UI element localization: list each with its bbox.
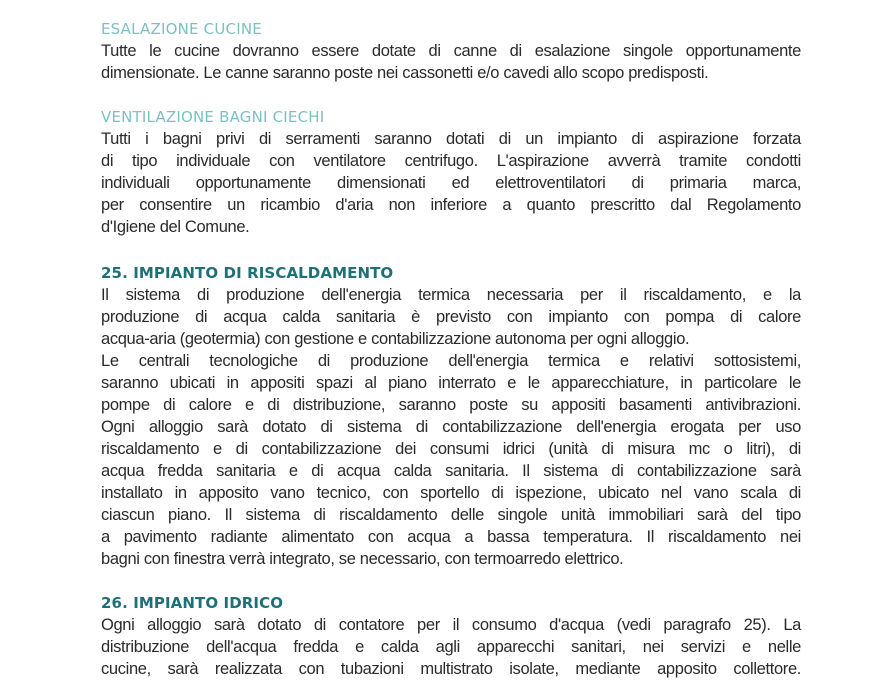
paragraph-line: produzione di acqua calda sanitaria è previsto con impianto con pompa di calore bbox=[101, 308, 801, 326]
paragraph-line: saranno ubicati in appositi spazi al piano interrato e le apparecchiature, in particolare le bbox=[101, 374, 801, 392]
paragraph-line: d'Igiene del Comune. bbox=[101, 218, 250, 236]
paragraph-line: per consentire un ricambio d'aria non inferiore a quanto prescritto dal Regolamento bbox=[101, 196, 801, 214]
section-esalazione-cucine bbox=[101, 18, 801, 84]
paragraph-line: Tutte le cucine dovranno essere dotate di canne di esalazione singole opportunamente bbox=[101, 42, 801, 60]
section-heading: 25. IMPIANTO DI RISCALDAMENTO bbox=[101, 264, 394, 282]
paragraph-line: Tutti i bagni privi di serramenti saranno dotati di un impianto di aspirazione forzata bbox=[101, 130, 801, 148]
paragraph-line: distribuzione dell'acqua fredda e calda agli apparecchi sanitari, nei servizi e nelle bbox=[101, 638, 801, 656]
paragraph-line: bagni con finestra verrà integrato, se necessario, con termoarredo elettrico. bbox=[101, 550, 624, 568]
paragraph-line: Ogni alloggio sarà dotato di sistema di contabilizzazione dell'energia erogata per uso bbox=[101, 418, 801, 436]
spacer bbox=[101, 84, 801, 106]
paragraph-line: di tipo individuale con ventilatore centrifugo. L'aspirazione avverrà tramite condotti bbox=[101, 152, 801, 170]
paragraph-line: acqua-aria (geotermia) con gestione e contabilizzazione autonoma per ogni alloggio. bbox=[101, 330, 690, 348]
spacer bbox=[101, 238, 801, 262]
spacer bbox=[101, 570, 801, 592]
paragraph-line: Ogni alloggio sarà dotato di contatore per il consumo d'acqua (vedi paragrafo 25). La bbox=[101, 616, 801, 634]
section-heading: ESALAZIONE CUCINE bbox=[101, 20, 262, 38]
paragraph-line: individuali opportunamente dimensionati ed elettroventilatori di primaria marca, bbox=[101, 174, 801, 192]
section-ventilazione-bagni-ciechi bbox=[101, 106, 801, 238]
paragraph-line: ciascun piano. Il sistema di riscaldamento delle singole unità immobiliari sarà del tipo bbox=[101, 506, 801, 524]
paragraph-line: a pavimento radiante alimentato con acqua a bassa temperatura. Il riscaldamento nei bbox=[101, 528, 801, 546]
paragraph-line: riscaldamento e di contabilizzazione dei consumi idrici (unità di misura mc o litri), di bbox=[101, 440, 801, 458]
paragraph-line: Il sistema di produzione dell'energia termica necessaria per il riscaldamento, e la bbox=[101, 286, 801, 304]
section-heading: 26. IMPIANTO IDRICO bbox=[101, 594, 284, 612]
document-page bbox=[101, 18, 801, 678]
paragraph-line: pompe di calore e di distribuzione, saranno poste su appositi basamenti antivibrazioni. bbox=[101, 396, 801, 414]
paragraph-line-cut-off: cucine, sarà realizzata con tubazioni multistrato isolate, mediante apposito collettore. bbox=[101, 660, 801, 678]
section-impianto-riscaldamento bbox=[101, 262, 801, 570]
section-heading: VENTILAZIONE BAGNI CIECHI bbox=[101, 108, 325, 126]
section-impianto-idrico bbox=[101, 592, 801, 678]
paragraph-line: Le centrali tecnologiche di produzione dell'energia termica e relativi sottosistemi, bbox=[101, 352, 801, 370]
paragraph-line: acqua fredda sanitaria e di acqua calda sanitaria. Il sistema di contabilizzazione sarà bbox=[101, 462, 801, 480]
paragraph-line: dimensionate. Le canne saranno poste nei cassonetti e/o cavedi allo scopo predisposti. bbox=[101, 64, 709, 82]
paragraph-line: installato in apposito vano tecnico, con sportello di ispezione, ubicato nel vano scala di bbox=[101, 484, 801, 502]
